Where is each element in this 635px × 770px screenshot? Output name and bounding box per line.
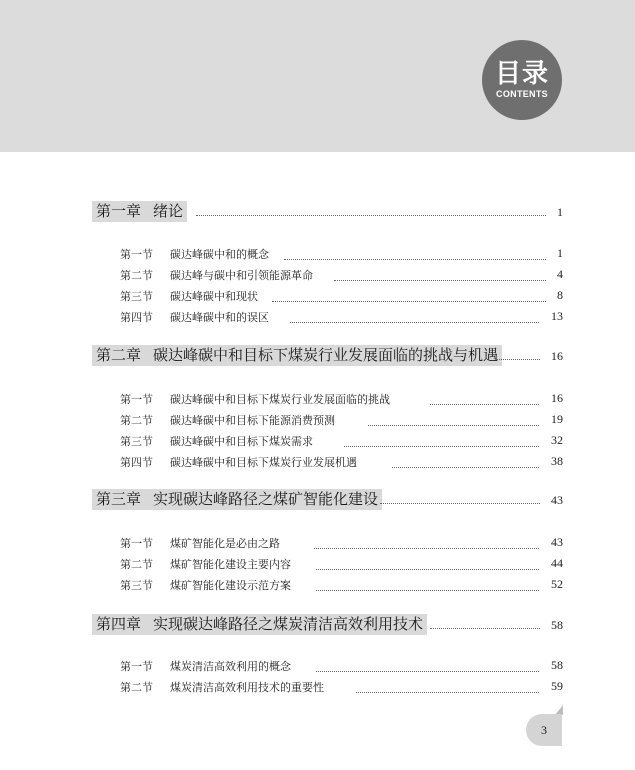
section-number: 第三节 <box>120 290 153 303</box>
dot-leader <box>314 548 539 549</box>
dot-leader <box>392 467 539 468</box>
dot-leader <box>368 425 539 426</box>
section-page: 58 <box>551 658 563 672</box>
badge-title: 目录 <box>494 59 549 89</box>
section-number: 第二节 <box>120 269 153 282</box>
dot-leader <box>344 446 539 447</box>
section-number: 第二节 <box>120 558 153 571</box>
chapter-heading[interactable] <box>92 489 382 510</box>
section-page: 4 <box>557 267 563 281</box>
dot-leader <box>356 692 539 693</box>
chapter-title: 实现碳达峰路径之煤矿智能化建设 <box>153 490 379 508</box>
section-title[interactable]: 碳达峰与碳中和引领能源革命 <box>170 269 313 282</box>
section-title[interactable]: 碳达峰碳中和目标下煤炭行业发展面临的挑战 <box>170 393 390 406</box>
section-page: 8 <box>557 288 563 302</box>
chapter-title: 绪论 <box>153 202 184 220</box>
dot-leader <box>334 280 546 281</box>
dot-leader <box>196 215 546 216</box>
chapter-page: 43 <box>551 493 563 507</box>
section-title[interactable]: 煤矿智能化建设示范方案 <box>170 579 291 592</box>
chapter-title: 碳达峰碳中和目标下煤炭行业发展面临的挑战与机遇 <box>153 346 499 364</box>
badge-subtitle: CONTENTS <box>496 89 548 99</box>
chapter-page: 58 <box>551 618 563 632</box>
section-number: 第一节 <box>120 248 153 261</box>
section-page: 1 <box>557 246 563 260</box>
dot-leader <box>316 590 539 591</box>
section-page: 52 <box>551 577 563 591</box>
chapter-number: 第二章 <box>96 346 142 364</box>
section-title[interactable]: 煤矿智能化是必由之路 <box>170 537 280 550</box>
section-number: 第二节 <box>120 681 153 694</box>
section-number: 第三节 <box>120 579 153 592</box>
section-page: 16 <box>551 391 563 405</box>
dot-leader <box>272 301 546 302</box>
section-page: 38 <box>551 454 563 468</box>
section-number: 第一节 <box>120 537 153 550</box>
section-title[interactable]: 碳达峰碳中和目标下煤炭需求 <box>170 435 313 448</box>
section-number: 第二节 <box>120 414 153 427</box>
section-page: 13 <box>551 309 563 323</box>
section-number: 第三节 <box>120 435 153 448</box>
dot-leader <box>380 503 540 504</box>
section-title[interactable]: 煤矿智能化建设主要内容 <box>170 558 291 571</box>
section-title[interactable]: 碳达峰碳中和现状 <box>170 290 258 303</box>
section-title[interactable]: 煤炭清洁高效利用的概念 <box>170 660 291 673</box>
chapter-page: 16 <box>551 349 563 363</box>
section-page: 43 <box>551 535 563 549</box>
section-title[interactable]: 碳达峰碳中和的误区 <box>170 311 269 324</box>
dot-leader <box>290 322 539 323</box>
section-title[interactable]: 碳达峰碳中和的概念 <box>170 248 269 261</box>
section-number: 第四节 <box>120 456 153 469</box>
dot-leader <box>284 259 546 260</box>
chapter-page: 1 <box>557 205 563 219</box>
dot-leader <box>430 404 539 405</box>
dot-leader <box>316 569 539 570</box>
chapter-title: 实现碳达峰路径之煤炭清洁高效利用技术 <box>153 615 424 633</box>
dot-leader <box>316 671 539 672</box>
chapter-number: 第四章 <box>96 615 142 633</box>
chapter-heading[interactable] <box>92 345 502 366</box>
section-number: 第一节 <box>120 393 153 406</box>
dot-leader <box>430 628 540 629</box>
section-page: 32 <box>551 433 563 447</box>
chapter-number: 第三章 <box>96 490 142 508</box>
section-number: 第四节 <box>120 311 153 324</box>
section-title[interactable]: 煤炭清洁高效利用技术的重要性 <box>170 681 324 694</box>
chapter-number: 第一章 <box>96 202 142 220</box>
dot-leader <box>496 359 540 360</box>
section-page: 19 <box>551 412 563 426</box>
chapter-heading[interactable] <box>92 201 187 222</box>
chapter-heading[interactable] <box>92 614 427 635</box>
section-title[interactable]: 碳达峰碳中和目标下煤炭行业发展机遇 <box>170 456 357 469</box>
section-title[interactable]: 碳达峰碳中和目标下能源消费预测 <box>170 414 335 427</box>
section-page: 59 <box>551 679 563 693</box>
page-number: 3 <box>541 723 547 737</box>
section-page: 44 <box>551 556 563 570</box>
section-number: 第一节 <box>120 660 153 673</box>
